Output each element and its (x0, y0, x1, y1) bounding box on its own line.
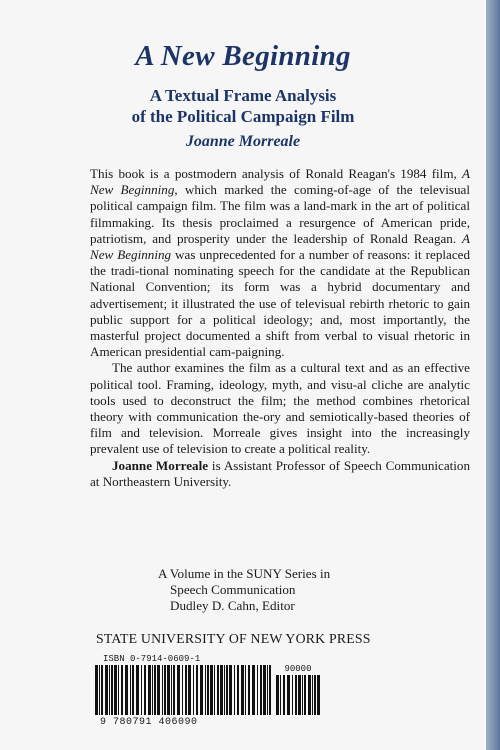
description-paragraph-1 (90, 166, 470, 360)
series-line-1: A Volume in the SUNY Series in (158, 566, 331, 581)
author-bio (90, 458, 470, 490)
film-title-italic: A New Beginning (90, 230, 470, 263)
price-code: 90000 (284, 664, 312, 674)
isbn-barcode (95, 665, 271, 715)
book-author: Joanne Morreale (185, 133, 301, 150)
desc-text: This book is a postmodern analysis of Ronald Reagan's 1984 (90, 166, 427, 181)
desc-text: which marked the coming-of-age of the televisual political campaign film. The film was a land-mark in the art of political filmmaking. Its thesis proclaimed a resurgence of American pride, patriotism, and prosperity under the leadership of Ronald Reagan. (90, 182, 470, 246)
barcode-number: 9 780791 406090 (100, 717, 198, 728)
isbn-text: ISBN 0-7914-0609-1 (103, 654, 201, 664)
publisher-name: STATE UNIVERSITY OF NEW YORK PRESS (96, 631, 371, 646)
spine-edge (486, 0, 500, 750)
book-title: A New Beginning (135, 40, 351, 72)
desc-text: film, (431, 166, 462, 181)
book-subtitle (0, 85, 486, 127)
book-description (90, 166, 470, 490)
author-bio-name: Joanne Morreale (112, 457, 209, 473)
desc-text: was unprecedented for a number of reasons: it replaced the tradi-tional nominating speech for the candidate at the Republican National Convention; its form was a hybrid documentary and advertisement; it illustrated the use of televisual rebirth rhetoric to gain public support for a political ideology; and, most importantly, the masterful project documented a shift from verbal to visual rhetoric in American presidential cam-paigning. (90, 247, 471, 360)
series-line-2: Speech Communication (170, 582, 296, 598)
price-barcode (276, 675, 320, 715)
subtitle-line-2: of the Political Campaign Film (131, 107, 355, 126)
description-paragraph-2: The author examines the film as a cultural text and as an effective political tool. Framing, ideology, myth, and visu-al cliche are analytic tools used to deconstruct the film; the method combines rhetorical theory with communication the-ory and semiotically-based theories of film and television. Morreale gives insight into the increasingly prevalent use of television to create a political reality. (90, 360, 470, 457)
film-title-italic: A New Beginning, (90, 166, 470, 198)
series-info (158, 566, 418, 615)
series-editor: Dudley D. Cahn, Editor (170, 598, 295, 614)
subtitle-line-1: A Textual Frame Analysis (149, 86, 337, 105)
author-bio-text: is Assistant Professor of Speech Communication at Northeastern University. (90, 457, 471, 489)
